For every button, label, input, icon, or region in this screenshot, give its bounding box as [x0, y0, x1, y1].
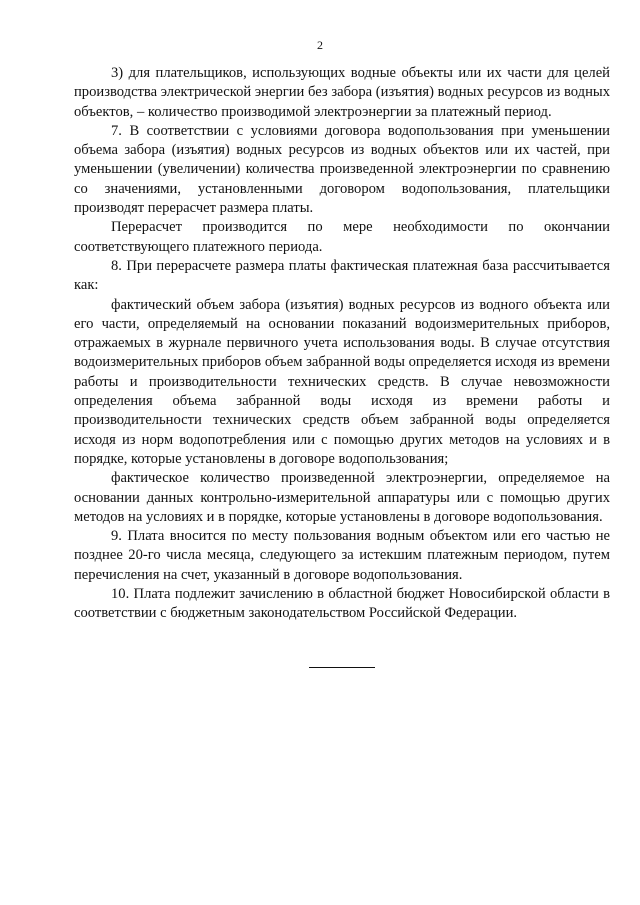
page-number: 2: [317, 38, 323, 52]
paragraph-10: 10. Плата подлежит зачислению в областной бюджет Новосибирской области в соответствии с бюджетным законодательством Российской Федерации.: [74, 586, 610, 622]
paragraph-recalculation: Перерасчет производится по мере необходимости по окончании соответствующего платежного периода.: [74, 219, 610, 255]
paragraph-electricity-amount: фактическое количество произведенной электроэнергии, определяемое на основании данных контрольно-измерительной аппаратуры или с помощью других методов на условиях и в порядке, которые установлены в договоре водопользования.: [74, 470, 610, 525]
paragraph-water-volume: фактический объем забора (изъятия) водных ресурсов из водного объекта или его части, определяемый на основании показаний водоизмерительных приборов, отражаемых в журнале первичного учета использования воды. В случае отсутствия водоизмерительных приборов объем забранной воды определяется исходя из времени работы и производительности технических средств. В случае невозможности определения объема забранной воды исходя из времени работы и производительности технических средств объем забранной воды определяется исходя из норм водопотребления или с помощью других методов на условиях и в порядке, которые установлены в договоре водопользования;: [74, 296, 610, 467]
document-body: [74, 64, 610, 624]
paragraph-item-3: 3) для плательщиков, использующих водные объекты или их части для целей производства электрической энергии без забора (изъятия) водных ресурсов из водных объектов, – количество производимой электроэнергии за платежный период.: [74, 65, 610, 120]
paragraph-8: 8. При перерасчете размера платы фактическая платежная база рассчитывается как:: [74, 257, 610, 294]
end-of-document-rule: [309, 667, 375, 668]
paragraph-7: 7. В соответствии с условиями договора водопользования при уменьшении объема забора (изъятия) водных ресурсов из водных объектов или их частей, при уменьшении (увеличении) количества произведенной электроэнергии по сравнению со значениями, установленными договором водопользования, плательщики производят перерасчет размера платы.: [74, 122, 610, 217]
paragraph-9: 9. Плата вносится по месту пользования водным объектом или его частью не позднее 20-го числа месяца, следующего за истекшим платежным периодом, путем перечисления на счет, указанный в договоре водопользования.: [74, 528, 610, 583]
